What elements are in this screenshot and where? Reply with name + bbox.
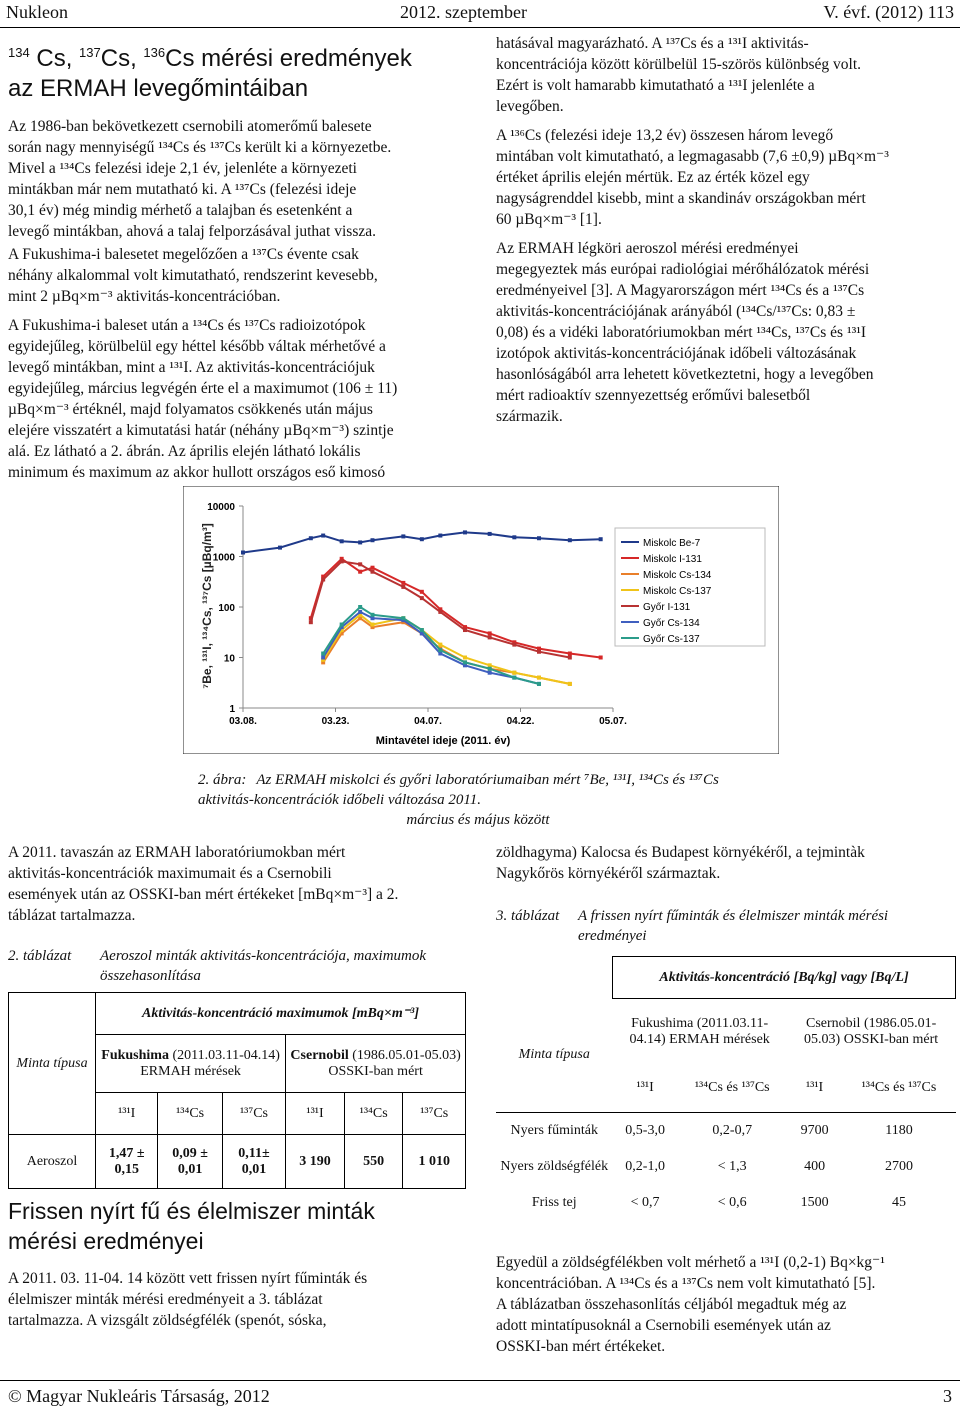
table3-header-csernobil: Csernobil (1986.05.01-05.03) OSSKI-ban mért	[804, 1015, 939, 1047]
chart-data-point	[568, 656, 572, 660]
chart-data-point	[568, 682, 572, 686]
chart-x-tick-label: 04.07.	[414, 716, 442, 727]
chart-data-point	[420, 590, 424, 594]
chart-x-tick-label: 03.08.	[229, 716, 257, 727]
chart-legend-label: Miskolc I-131	[643, 554, 702, 565]
chart-data-point	[537, 682, 541, 686]
page-header	[0, 0, 960, 28]
chart-data-point	[420, 628, 424, 632]
left-bottom-text	[8, 842, 463, 926]
chart-data-point	[340, 539, 344, 543]
left-bottom-text-2	[8, 1268, 463, 1331]
chart-data-point	[401, 534, 405, 538]
chart-x-tick-label: 05.07.	[599, 716, 627, 727]
table-row: Friss tej < 0,7 < 0,6 1500 45	[531, 1194, 906, 1210]
table2-header-minta: Minta típusa	[9, 993, 96, 1135]
table2-header-main: Aktivitás-koncentráció maximumok [mBq×m⁻³]	[96, 993, 466, 1035]
chart-data-point	[537, 536, 541, 540]
chart-data-point	[321, 656, 325, 660]
paragraph-1: Az 1986-ban bekövetkezett csernobili atomerőmű balesete során nagy mennyiségű ¹³⁴Cs és ¹³⁷Cs került ki a környezetbe. Mivel a ¹³⁴Cs felezési ideje 2,1 év, jelenléte a környezeti mintákban már nem mutatható ki. A ¹³⁷Cs (felezési ideje 30,1 év) még mindig mérhető a talajban és esetenként a levegő mintákban, ahová a talaj felporzásával juthat vissza.	[8, 118, 392, 240]
chart-data-point	[371, 566, 375, 570]
table3-header-main: Aktivitás-koncentráció [Bq/kg] vagy [Bq/L]	[613, 957, 956, 999]
chart-data-point	[371, 570, 375, 574]
chart-data-point	[358, 610, 362, 614]
chart-data-point	[463, 628, 467, 632]
table-row: Nyers zöldségfélék 0,2-1,0 < 1,3 400 2700	[500, 1158, 913, 1174]
chart-data-point	[401, 616, 405, 620]
chart-data-point	[401, 585, 405, 589]
table2-caption: 2. táblázat Aeroszol minták aktivitás-koncentrációja, maximumok összehasonlítása	[8, 948, 427, 984]
chart-legend-label: Miskolc Be-7	[643, 538, 701, 549]
table3-header-minta: Minta típusa	[518, 1047, 590, 1063]
chart-data-point	[321, 652, 325, 656]
chart-legend-label: Győr I-131	[643, 602, 691, 613]
chart-y-axis-label: ⁷Be, ¹³¹I, ¹³⁴Cs, ¹³⁷Cs [µBq/m³]	[200, 523, 214, 689]
right-column-text	[496, 33, 952, 427]
section-heading: Frissen nyírt fű és élelmiszer minták mérési eredményei	[8, 1198, 375, 1254]
paragraph-7: A 2011. tavaszán az ERMAH laboratóriumokban mért aktivitás-koncentrációk maximumait és a Csernobili események után az OSSKI-ban mért értékeket [mBq×m⁻³] a 2. táblázat tartalmazza.	[8, 844, 399, 924]
chart-data-point	[321, 578, 325, 582]
chart-legend-label: Győr Cs-134	[643, 618, 700, 629]
table-row: Nyers fűminták 0,5-3,0 0,2-0,7 9700 1180	[496, 1113, 956, 1149]
footer-rule	[0, 1380, 960, 1381]
chart-data-point	[488, 671, 492, 675]
chart-data-point	[358, 540, 362, 544]
figure-caption: 2. ábra: Az ERMAH miskolci és győri laboratóriumaiban mért ⁷Be, ¹³¹I, ¹³⁴Cs és ¹³⁷Cs aktivitás-koncentrációk időbeli változása 2011. március és május között	[198, 772, 719, 828]
activity-chart	[183, 486, 779, 754]
header-rule	[0, 27, 960, 28]
paragraph-10: Egyedül a zöldségfélékben volt mérhető a ¹³¹I (0,2-1) Bq×kg⁻¹ koncentrációban. A ¹³⁴Cs és a ¹³⁷Cs nem volt kimutatható [5]. A táblázatban összehasonlítás céljából megadtuk még az adott mintatípusoknál a Csernobili események után az OSSKI-ban mért értékeket.	[496, 1254, 885, 1355]
chart-y-tick-label: 1000	[212, 552, 235, 564]
chart-data-point	[463, 656, 467, 660]
chart-data-point	[599, 656, 603, 660]
footer-page-number: 3	[943, 1386, 952, 1406]
chart-data-point	[599, 537, 603, 541]
chart-data-point	[358, 562, 362, 566]
chart-data-point	[537, 650, 541, 654]
paragraph-4: hatásával magyarázható. A ¹³⁷Cs és a ¹³¹I aktivitás- koncentrációja között körülbelül 15-szörös különbség volt. Ezért is volt hamarabb kimutatható a ¹³¹I jelenléte a levegőben.	[496, 35, 862, 115]
chart-data-point	[371, 613, 375, 617]
chart-data-point	[358, 605, 362, 609]
left-column-text	[8, 116, 476, 483]
chart-data-point	[438, 648, 442, 652]
table2: Minta típusa Aktivitás-koncentráció maximumok [mBq×m⁻³] Fukushima (2011.03.11-04.14) ERMAH mérések Csernobil (1986.05.01-05.03) OSSKI-ban mért ¹³¹I ¹³⁴Cs ¹³⁷Cs ¹³¹I ¹³⁴Cs ¹³⁷Cs Aeroszol 1,47 ± 0,15 0,09 ± 0,01 0,11± 0,01 3 190 550 1 010	[8, 992, 466, 1189]
journal-name: Nukleon	[6, 2, 68, 22]
chart-data-point	[401, 581, 405, 585]
chart-y-tick-label: 1	[229, 704, 235, 715]
chart-data-point	[340, 623, 344, 627]
chart-data-point	[512, 676, 516, 680]
chart-data-point	[358, 570, 362, 574]
chart-y-tick-label: 100	[218, 603, 235, 614]
chart-data-point	[371, 538, 375, 542]
chart-data-point	[512, 535, 516, 539]
chart-data-point	[321, 534, 325, 538]
chart-data-point	[438, 643, 442, 647]
chart-legend-label: Győr Cs-137	[643, 634, 700, 645]
chart-x-tick-label: 03.23.	[321, 716, 350, 727]
chart-data-point	[488, 532, 492, 536]
chart-data-point	[241, 551, 245, 555]
chart-data-point	[488, 667, 492, 671]
right-bottom-text	[496, 842, 952, 884]
chart-data-point	[488, 631, 492, 635]
table-row: Aeroszol 1,47 ± 0,15 0,09 ± 0,01 0,11± 0,01 3 190 550 1 010	[9, 1135, 466, 1189]
table2-header-fukushima: Fukushima (2011.03.11-04.14) ERMAH mérések	[96, 1035, 286, 1093]
article-title: $^{134}$ Cs, $^{137}$Cs, $^{136}$Cs mérési eredmények az ERMAH levegőmintáiban	[8, 45, 412, 102]
chart-x-tick-label: 04.22.	[506, 716, 535, 727]
table3-caption: 3. táblázat A frissen nyírt fűminták és élelmiszer minták mérési eredményei	[496, 908, 889, 944]
paragraph-8: A 2011. 03. 11-04. 14 között vett frissen nyírt fűminták és élelmiszer minták mérési eredményeit a 3. táblázat tartalmazza. A vizsgált zöldségfélék (spenót, sóska,	[8, 1270, 368, 1329]
chart-data-point	[309, 536, 313, 540]
paragraph-9: zöldhagyma) Kalocsa és Budapest környékéről, a tejmintàk Nagykőrös környékéről származtak.	[496, 844, 865, 882]
table2-header-csernobil: Csernobil (1986.05.01-05.03) OSSKI-ban mért	[286, 1035, 466, 1093]
chart-data-point	[568, 652, 572, 656]
volume-info: V. évf. (2012) 113	[823, 2, 954, 22]
paragraph-6: Az ERMAH légköri aeroszol mérési eredményei megegyeztek más európai radiológiai mérőhálózatok mérési eredményeivel [3]. A Magyarországon mért ¹³⁴Cs és a ¹³⁷Cs aktivitás-koncentrációjának arányából (¹³⁴Cs/¹³⁷Cs: 0,83 ± 0,08) és a vidéki laboratóriumokban mért ¹³⁴Cs, ¹³⁷Cs és ¹³¹I izotópok aktivitás-koncentrációjának időbeli változásának hasonlóságából arra lehetett következtetni, hogy a levegőben mért radioaktív szennyezettség erőművi balesetből származik.	[496, 240, 874, 425]
table3: Aktivitás-koncentráció [Bq/kg] vagy [Bq/L] Minta típusa Fukushima (2011.03.11-04.14) ERMAH mérések Csernobil (1986.05.01-05.03) OSSKI-ban mért ¹³¹I ¹³⁴Cs és ¹³⁷Cs ¹³¹I ¹³⁴Cs és ¹³⁷Cs Nyers fűminták 0,5-3,0 0,2-0,7 9700 1180 Nyers zöldségfélék 0,2-1,0 < 1,3 400 2700 Friss tej < 0,7 < 0,6 1500 45	[496, 956, 956, 1221]
paragraph-2: A Fukushima-i balesetet megelőzően a ¹³⁷Cs évente csak néhány alkalommal volt kimutatható, rendszerint kevesebb, mint 2 µBq×m⁻³ aktivitás-koncentrációban.	[8, 246, 378, 305]
chart-data-point	[537, 676, 541, 680]
chart-data-point	[512, 643, 516, 647]
chart-data-point	[438, 610, 442, 614]
chart-legend-label: Miskolc Cs-134	[643, 570, 712, 581]
chart-data-point	[420, 596, 424, 600]
chart-data-point	[463, 660, 467, 664]
right-bottom-text-2	[496, 1252, 952, 1357]
paragraph-5: A ¹³⁶Cs (felezési ideje 13,2 év) összesen három levegő mintában volt kimutatható, a legmagasabb (7,6 ±0,9) µBq×m⁻³ értéket április elején mértük. Ez az érték közel egy nagyságrenddel kisebb, mint a skandináv országokban mért 60 µBq×m⁻³ [1].	[496, 127, 889, 228]
chart-data-point	[568, 538, 572, 542]
chart-y-tick-label: 10	[223, 653, 235, 665]
chart-data-point	[488, 635, 492, 639]
chart-x-axis-label: Mintavétel ideje (2011. év)	[375, 735, 511, 747]
chart-y-tick-label: 10000	[207, 502, 235, 513]
chart-data-point	[340, 559, 344, 563]
chart-data-point	[463, 530, 467, 534]
table3-header-fukushima: Fukushima (2011.03.11-04.14) ERMAH mérések	[629, 1015, 770, 1047]
issue-date: 2012. szeptember	[400, 2, 527, 22]
chart-data-point	[309, 620, 313, 624]
chart-data-point	[371, 623, 375, 627]
chart-data-point	[512, 671, 516, 675]
chart-data-point	[438, 534, 442, 538]
chart-data-point	[420, 537, 424, 541]
chart-legend-label: Miskolc Cs-137	[643, 586, 712, 597]
footer-copyright: © Magyar Nukleáris Társaság, 2012	[8, 1386, 270, 1406]
chart-data-point	[278, 546, 282, 550]
paragraph-3: A Fukushima-i baleset után a ¹³⁴Cs és ¹³⁷Cs radioizotópok egyidejűleg, körülbelül egy héttel később váltak mérhetővé a levegő mintákban, mint a ¹³¹I. Az aktivitás-koncentrációjuk egyidejűleg, március legvégén érte el a maximumot (106 ± 11) µBq×m⁻³ értéknél, majd folyamatos csökkenés után május elejére visszatért a kimutatási határ (néhány µBq×m⁻³) szintje alá. Ez látható a 2. ábrán. Az április elején látható lokális minimum és maximum az akkor hullott országos eső kimosó	[8, 317, 398, 481]
